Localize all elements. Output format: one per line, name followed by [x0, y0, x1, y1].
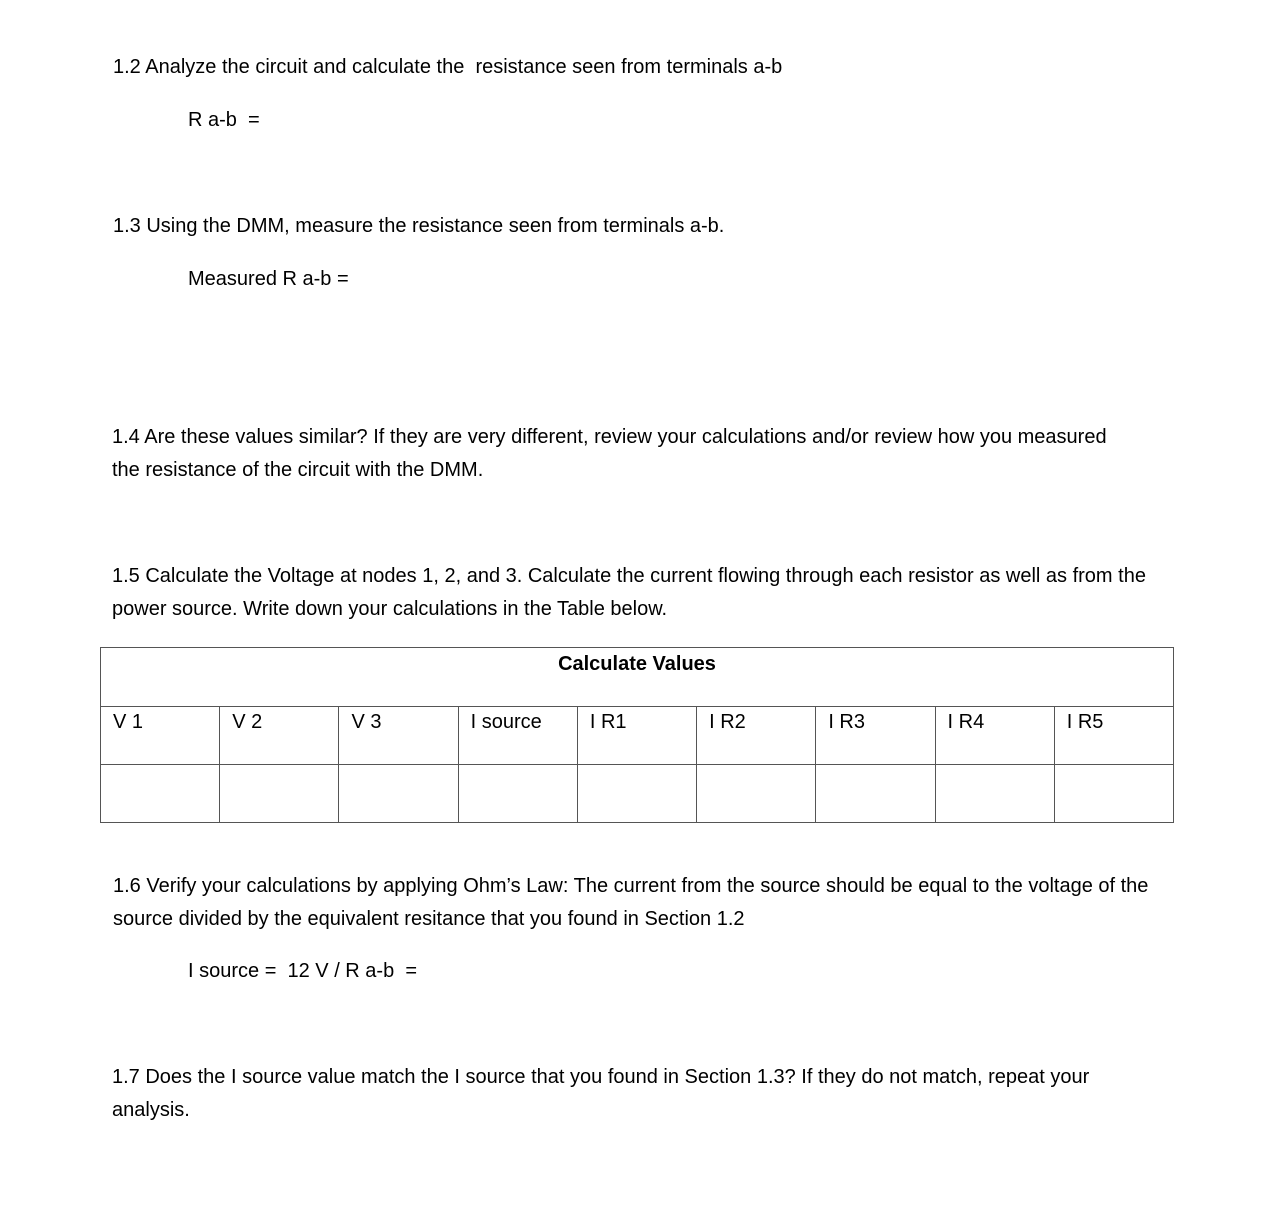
value-cell-i-r5[interactable]	[1054, 765, 1173, 823]
value-cell-i-r1[interactable]	[577, 765, 696, 823]
column-header-i-r2: I R2	[697, 707, 816, 765]
column-header-i-r1: I R1	[577, 707, 696, 765]
value-cell-i-r2[interactable]	[697, 765, 816, 823]
question-1-2: 1.2 Analyze the circuit and calculate the resistance seen from terminals a-b	[113, 56, 783, 78]
column-header-i-r5: I R5	[1054, 707, 1173, 765]
question-1-5: 1.5 Calculate the Voltage at nodes 1, 2, and 3. Calculate the current flowing through each resistor as well as from the power source. Write down your calculations in the Table below.	[112, 565, 1146, 620]
column-header-v2: V 2	[220, 707, 339, 765]
column-header-i-source: I source	[458, 707, 577, 765]
question-1-4: 1.4 Are these values similar? If they are very different, review your calculations and/or review how you measured the resistance of the circuit with the DMM.	[112, 426, 1107, 481]
value-cell-v3[interactable]	[339, 765, 458, 823]
i-source-answer-label: I source = 12 V / R a-b =	[188, 960, 418, 982]
value-cell-v1[interactable]	[101, 765, 220, 823]
calculate-values-table	[100, 647, 1174, 823]
table-title-row	[101, 648, 1174, 707]
r-ab-answer-label: R a-b =	[188, 109, 260, 131]
table-title: Calculate Values	[101, 648, 1174, 707]
value-cell-i-r3[interactable]	[816, 765, 935, 823]
column-header-i-r4: I R4	[935, 707, 1054, 765]
value-cell-i-r4[interactable]	[935, 765, 1054, 823]
column-header-v3: V 3	[339, 707, 458, 765]
measured-r-ab-answer-label: Measured R a-b =	[188, 268, 349, 290]
question-1-6: 1.6 Verify your calculations by applying Ohm’s Law: The current from the source should be equal to the voltage of the source divided by the equivalent resitance that you found in Section 1.2	[113, 875, 1149, 930]
question-1-7: 1.7 Does the I source value match the I source that you found in Section 1.3? If they do not match, repeat your analysis.	[112, 1066, 1090, 1121]
value-cell-v2[interactable]	[220, 765, 339, 823]
table-value-row	[101, 765, 1174, 823]
table-header-row	[101, 707, 1174, 765]
column-header-i-r3: I R3	[816, 707, 935, 765]
column-header-v1: V 1	[101, 707, 220, 765]
value-cell-i-source[interactable]	[458, 765, 577, 823]
question-1-3: 1.3 Using the DMM, measure the resistance seen from terminals a-b.	[113, 215, 725, 237]
